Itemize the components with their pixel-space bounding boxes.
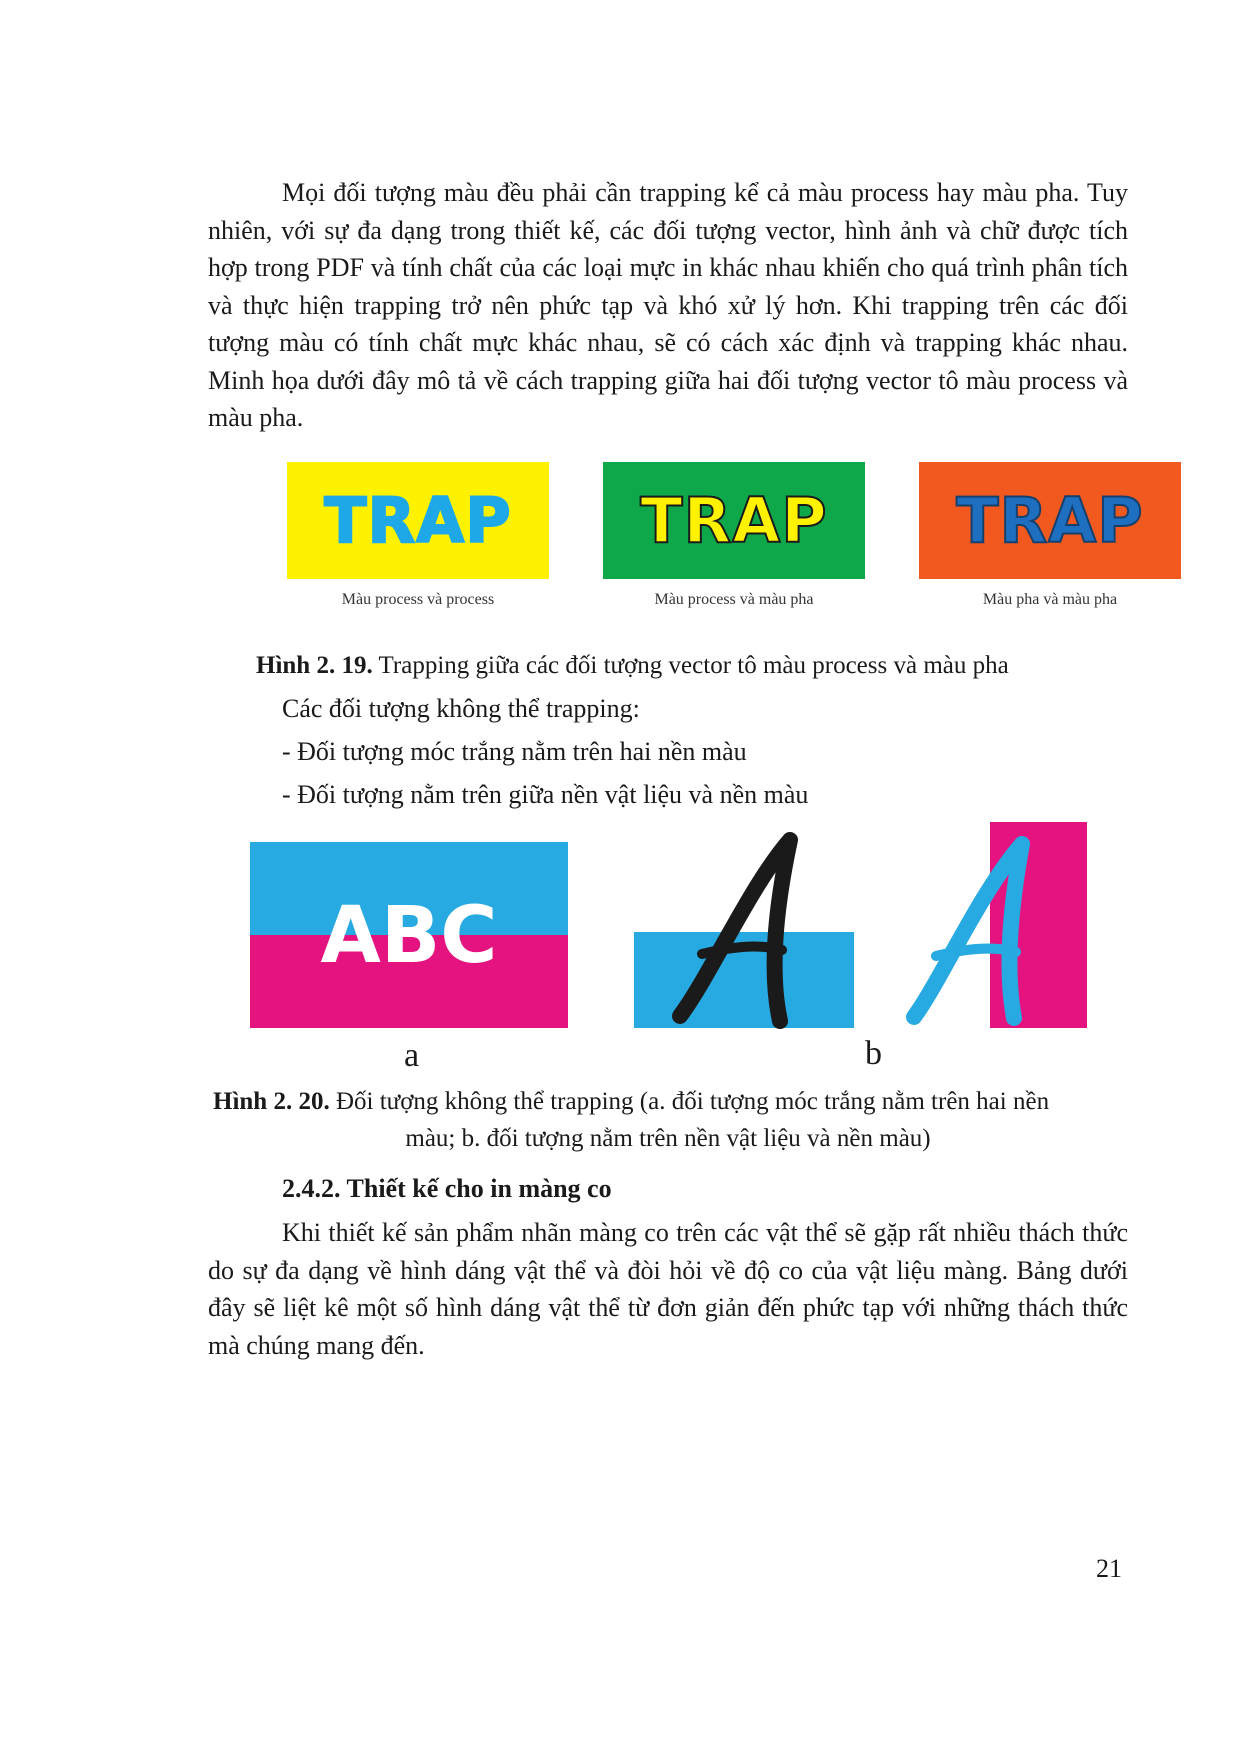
intro-paragraph: Mọi đối tượng màu đều phải cần trapping kể cả màu process hay màu pha. Tuy nhiên, với sự đa dạng trong thiết kế, các đối tượng vector, hình ảnh và chữ được tích hợp trong PDF và tính chất của các loại mực in khác nhau khiến cho quá trình phân tích và thực hiện trapping trở nên phức tạp và khó xử lý hơn. Khi trapping trên các đối tượng màu có tính chất mực khác nhau, sẽ có cách xác định và trapping khác nhau. Minh họa dưới đây mô tả về cách trapping giữa hai đối tượng vector tô màu process và màu pha.	[208, 178, 1128, 432]
trap-panel-spot-spot	[919, 462, 1181, 579]
script-a-cyan	[890, 832, 1060, 1032]
abc-text: ABC	[320, 891, 498, 981]
section-paragraph: Khi thiết kế sản phẩm nhãn màng co trên các vật thể sẽ gặp rất nhiều thách thức do sự đa dạng về hình dáng vật thể và đòi hỏi về độ co của vật liệu màng. Bảng dưới đây sẽ liệt kê một số hình dáng vật thể từ đơn giản đến phức tạp với những thách thức mà chúng mang đến.	[208, 1218, 1128, 1360]
panel-caption: Màu pha và màu pha	[982, 591, 1118, 608]
section-heading: 2.4.2. Thiết kế cho in màng co	[282, 1174, 612, 1203]
script-a-black	[650, 826, 820, 1036]
panel-caption: Màu process và process	[341, 591, 495, 608]
trap-text: TRAP	[324, 484, 512, 557]
page-number: 21	[1096, 1554, 1122, 1583]
figure-abc-panel	[250, 842, 568, 1028]
list-item: - Đối tượng móc trắng nằm trên hai nền màu	[282, 737, 747, 766]
figure-caption-2-20-line2: màu; b. đối tượng nằm trên nền vật liệu và nền màu)	[405, 1125, 931, 1152]
figure-caption-2-19	[256, 647, 1009, 684]
figure-label-b: b	[865, 1035, 882, 1072]
figure-label: Hình 2. 19.	[256, 652, 373, 679]
trap-panel-process-process	[287, 462, 549, 579]
panel-caption: Màu process và màu pha	[654, 591, 814, 608]
figure-caption-text: Đối tượng không thể trapping (a. đối tượng móc trắng nằm trên hai nền	[329, 1088, 1050, 1115]
trap-text: TRAP	[956, 484, 1144, 557]
list-item: - Đối tượng nằm trên giữa nền vật liệu và nền màu	[282, 780, 809, 809]
trap-text: TRAP	[640, 484, 828, 557]
list-intro: Các đối tượng không thể trapping:	[282, 694, 640, 723]
figure-caption-2-20	[213, 1083, 1049, 1120]
figure-caption-text: Trapping giữa các đối tượng vector tô màu process và màu pha	[372, 652, 1009, 679]
trap-panel-process-spot	[603, 462, 865, 579]
figure-label-a: a	[404, 1037, 420, 1074]
figure-label: Hình 2. 20.	[213, 1088, 330, 1115]
